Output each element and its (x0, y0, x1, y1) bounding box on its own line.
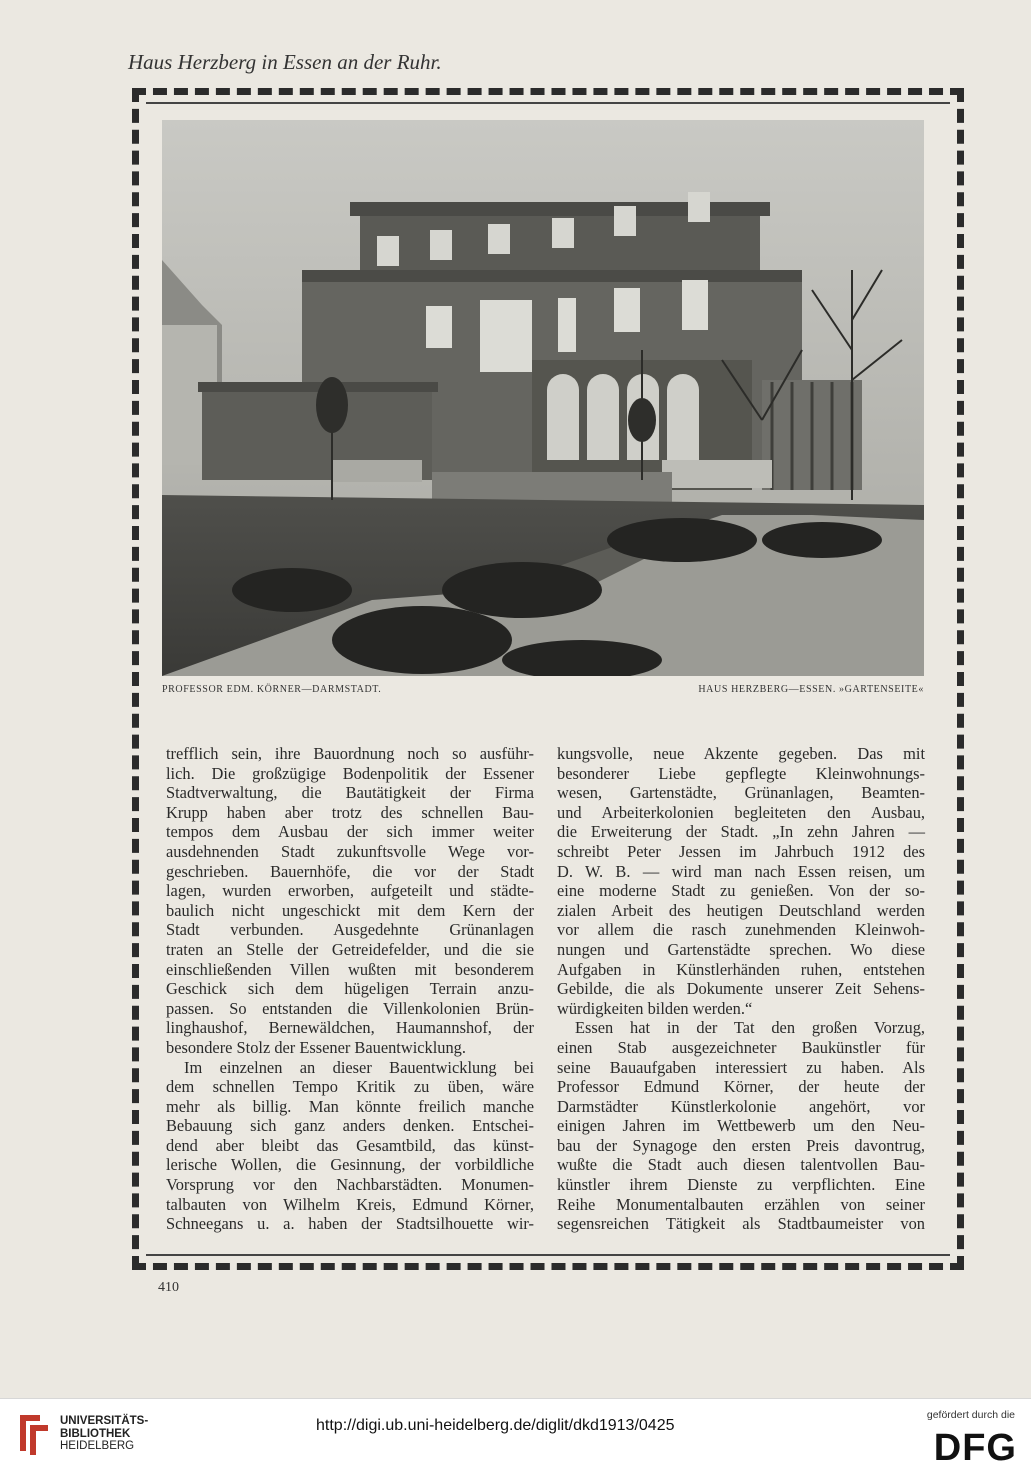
text-line: vor allem die rasch zunehmenden Kleinwoh- (557, 920, 925, 940)
photo-caption-title: HAUS HERZBERG—ESSEN. »GARTENSEITE« (698, 684, 924, 695)
text-line: dem schnellen Tempo Kritik zu üben, wäre (166, 1077, 534, 1097)
text-line: kungsvolle, neue Akzente gegeben. Das mit (557, 744, 925, 763)
text-line: nungen und Gartenstädte sprechen. Wo diese (557, 939, 925, 959)
text-line: lich. Die großzügige Bodenpolitik der Essener (166, 763, 534, 783)
text-line: lerische Wollen, die Gesinnung, der vorbildliche (166, 1155, 534, 1175)
library-line: UNIVERSITÄTS- (60, 1415, 149, 1427)
text-line: Essen hat in der Tat den großen Vorzug, (575, 1018, 925, 1038)
text-line: Professor Edmund Körner, der heute der (557, 1077, 925, 1097)
text-line: Stadt verbunden. Ausgedehnte Grünanlagen (166, 920, 534, 940)
text-line: und Arbeiterkolonien begleiteten den Ausbau, (557, 802, 925, 822)
text-line: eine moderne Stadt zu genießen. Von der so- (557, 881, 925, 901)
text-line: linghaushof, Bernewäldchen, Haumannshof, der (166, 1018, 534, 1038)
photo-caption-architect: PROFESSOR EDM. KÖRNER—DARMSTADT. (162, 684, 382, 695)
text-line: besondere Stolz der Essener Bauentwicklung. (166, 1037, 466, 1057)
text-line: talbauten von Wilhelm Kreis, Edmund Körner, (166, 1194, 534, 1214)
text-line: würdigkeiten bilden werden.“ (557, 998, 753, 1018)
text-line: wesen, Gartenstädte, Grünanlagen, Beamten- (557, 783, 925, 803)
library-line: BIBLIOTHEK (60, 1427, 131, 1440)
text-line: segensreichen Tätigkeit als Stadtbaumeister von (557, 1214, 925, 1234)
university-library-name (60, 1415, 148, 1453)
text-line: Geschick sich dem hügeligen Terrain anzu- (166, 979, 534, 999)
text-column-right (557, 744, 925, 1234)
text-line: lagen, wurden erworben, aufgeteilt und städte- (166, 881, 534, 901)
text-line: schreibt Peter Jessen im Jahrbuch 1912 des (557, 841, 925, 861)
text-line: einen Stab ausgezeichneter Baukünstler für (557, 1037, 925, 1057)
viewer-footer (0, 1398, 1031, 1473)
text-line: mehr als billig. Man könnte freilich manche (166, 1096, 534, 1116)
text-line: einschließenden Villen wußten mit besonderem (166, 959, 534, 979)
text-line: Schneegans u. a. haben der Stadtsilhouette wir- (166, 1214, 534, 1234)
text-line: dend aber bleibt das Gesamtbild, das künst- (166, 1135, 534, 1155)
text-line: einigen Jahren im Wettbewerb um den Neu- (557, 1116, 925, 1136)
text-line: wußte die Stadt auch diesen talentvollen Bau- (557, 1155, 925, 1175)
permalink-url[interactable]: http://digi.ub.uni-heidelberg.de/diglit/dkd1913/0425 (316, 1417, 675, 1434)
villa-photo-illustration (162, 120, 924, 676)
text-line: traten an Stelle der Getreidefelder, und die sie (166, 939, 534, 959)
text-line: Darmstädter Künstlerkolonie angehört, vor (557, 1096, 925, 1116)
dfg-logo[interactable]: DFG (933, 1427, 1017, 1469)
text-line: bau der Synagoge den ersten Preis davontrug, (557, 1135, 925, 1155)
text-line: ausdehnenden Stadt zukunftsvolle Wege vor- (166, 841, 534, 861)
text-column-left (166, 744, 534, 1234)
university-library-logo-icon[interactable] (14, 1411, 54, 1463)
funding-note: gefördert durch die (926, 1409, 1015, 1421)
text-line: Gebilde, die als Dokumente unserer Zeit Sehens- (557, 979, 925, 999)
text-line: passen. So entstanden die Villenkolonien Brün- (166, 998, 534, 1018)
library-line: HEIDELBERG (60, 1440, 135, 1452)
text-line: tempos dem Ausbau der sich immer weiter (166, 822, 534, 842)
text-line: trefflich sein, ihre Bauordnung noch so ausführ- (166, 744, 534, 763)
text-line: Aufgaben in Künstlerhänden ruhen, entstehen (557, 959, 925, 979)
text-line: Stadtverwaltung, die Bautätigkeit der Firma (166, 783, 534, 803)
text-line: Vorsprung vor den Nachbarstädten. Monumen- (166, 1175, 534, 1195)
text-line: D. W. B. — wird man nach Essen reisen, um (557, 861, 925, 881)
text-line: zialen Arbeit des heutigen Deutschland werden (557, 900, 925, 920)
text-line: Bebauung sich ganz anders denken. Entschei- (166, 1116, 534, 1136)
text-line: künstler ihrem Dienste zu verpflichten. Eine (557, 1175, 925, 1195)
villa-photograph (162, 120, 924, 676)
text-line: geschrieben. Bauernhöfe, die vor der Stadt (166, 861, 534, 881)
running-head: Haus Herzberg in Essen an der Ruhr. (128, 50, 442, 74)
text-line: baulich nicht ungeschickt mit dem Kern der (166, 900, 534, 920)
text-line: besonderer Liebe gepflegte Kleinwohnungs- (557, 763, 925, 783)
text-line: Reihe Monumentalbauten erzählen von seiner (557, 1194, 925, 1214)
text-line: Im einzelnen an dieser Bauentwicklung bei (184, 1057, 534, 1077)
text-line: seine Bauaufgaben interessiert zu haben. Als (557, 1057, 925, 1077)
text-line: die Erweiterung der Stadt. „In zehn Jahren — (557, 822, 925, 842)
text-line: Krupp haben aber trotz des schnellen Bau- (166, 802, 534, 822)
page-number: 410 (158, 1280, 179, 1295)
